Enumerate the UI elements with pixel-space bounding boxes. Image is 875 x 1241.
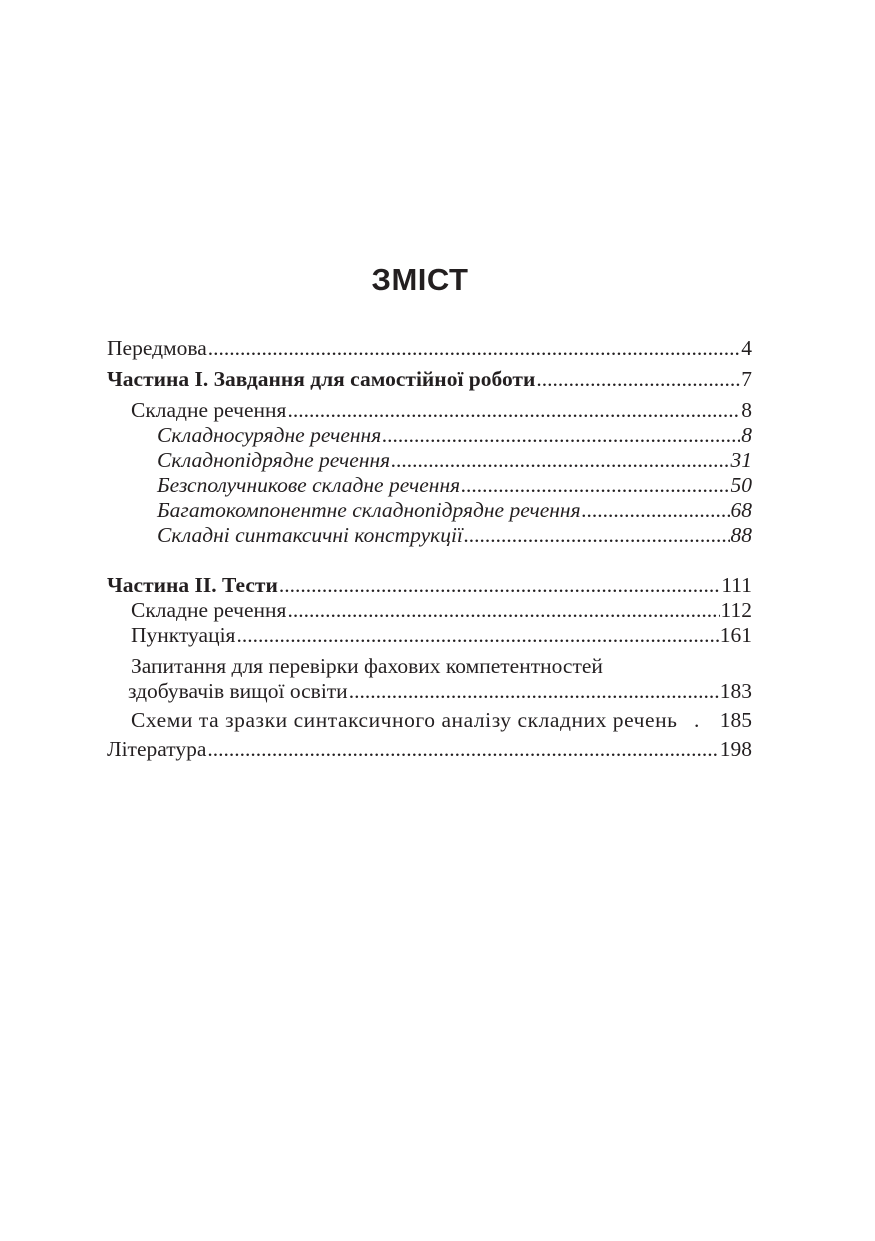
toc-entry-page: 88: [730, 523, 752, 547]
toc-entry-label-line2: здобувачів вищої освіти: [128, 679, 348, 703]
toc-entry-label: Багатокомпонентне складнопідрядне речення: [157, 498, 581, 522]
dot-leader: [464, 523, 730, 548]
page-title: ЗМІСТ: [371, 262, 469, 297]
dot-leader: [349, 679, 719, 704]
toc-entry-page: 185: [719, 708, 752, 732]
toc-entry-label: Складне речення: [131, 398, 287, 422]
dot-leader: [382, 423, 740, 448]
toc-entry-literature[interactable]: [107, 737, 752, 762]
toc-entry-competence-questions[interactable]: [107, 654, 752, 704]
toc-entry-label-line1: Запитання для перевірки фахових компетентностей: [131, 654, 603, 678]
toc-entry-complex-sentence[interactable]: [107, 398, 752, 423]
toc-entry-label: Складносурядне речення: [157, 423, 382, 447]
toc-entry-label: Передмова: [107, 336, 207, 360]
dot-leader: [536, 367, 740, 392]
toc-entry-syntactic-constructions[interactable]: [107, 523, 752, 548]
toc-entry-foreword[interactable]: [107, 336, 752, 361]
toc-entry-page: 7: [741, 367, 752, 391]
toc-entry-page: 8: [741, 423, 752, 447]
dot-leader: [461, 473, 729, 498]
table-of-contents: [107, 336, 752, 762]
dot-leader: [208, 336, 740, 361]
toc-entry-label: Частина І. Завдання для самостійної роботи: [107, 367, 536, 391]
dot-leader: [236, 623, 718, 648]
toc-entry-page: 161: [719, 623, 752, 647]
toc-entry-punctuation[interactable]: [107, 623, 752, 648]
toc-entry-label: Література: [107, 737, 207, 761]
toc-entry-label: Пунктуація: [131, 623, 236, 647]
toc-entry-page: 68: [730, 498, 752, 522]
toc-entry-label: Безсполучникове складне речення: [157, 473, 461, 497]
toc-entry-page: 112: [720, 598, 752, 622]
dot-leader: [287, 598, 719, 623]
toc-entry-page: 111: [721, 573, 752, 597]
toc-entry-asyndetic-sentence[interactable]: [107, 473, 752, 498]
toc-entry-label: Складне речення: [131, 598, 287, 622]
toc-entry-part-1[interactable]: [107, 367, 752, 392]
dot-leader: [391, 448, 729, 473]
toc-entry-label: Схеми та зразки синтаксичного аналізу складних речень: [131, 708, 678, 732]
toc-entry-multicomponent-sentence[interactable]: [107, 498, 752, 523]
toc-entry-page: 8: [741, 398, 752, 422]
toc-entry-page: 31: [730, 448, 752, 472]
toc-entry-page: 4: [741, 336, 752, 360]
dot-leader: [279, 573, 721, 598]
toc-entry-page: 50: [730, 473, 752, 497]
toc-entry-page: 198: [719, 737, 752, 761]
toc-entry-part-2[interactable]: [107, 573, 752, 598]
dot-leader: .: [693, 708, 700, 732]
toc-entry-compound-sentence[interactable]: [107, 423, 752, 448]
toc-entry-tests-complex-sentence[interactable]: [107, 598, 752, 623]
dot-leader: [287, 398, 740, 423]
toc-entry-complex-subordinate[interactable]: [107, 448, 752, 473]
toc-entry-label: Складні синтаксичні конструкції: [157, 523, 463, 547]
toc-entry-label: Складнопідрядне речення: [157, 448, 391, 472]
dot-leader: [582, 498, 730, 523]
toc-entry-label: Частина ІІ. Тести: [107, 573, 278, 597]
dot-leader: [207, 737, 718, 762]
toc-entry-page: 183: [719, 679, 752, 703]
toc-entry-analysis-schemes[interactable]: [107, 708, 752, 733]
